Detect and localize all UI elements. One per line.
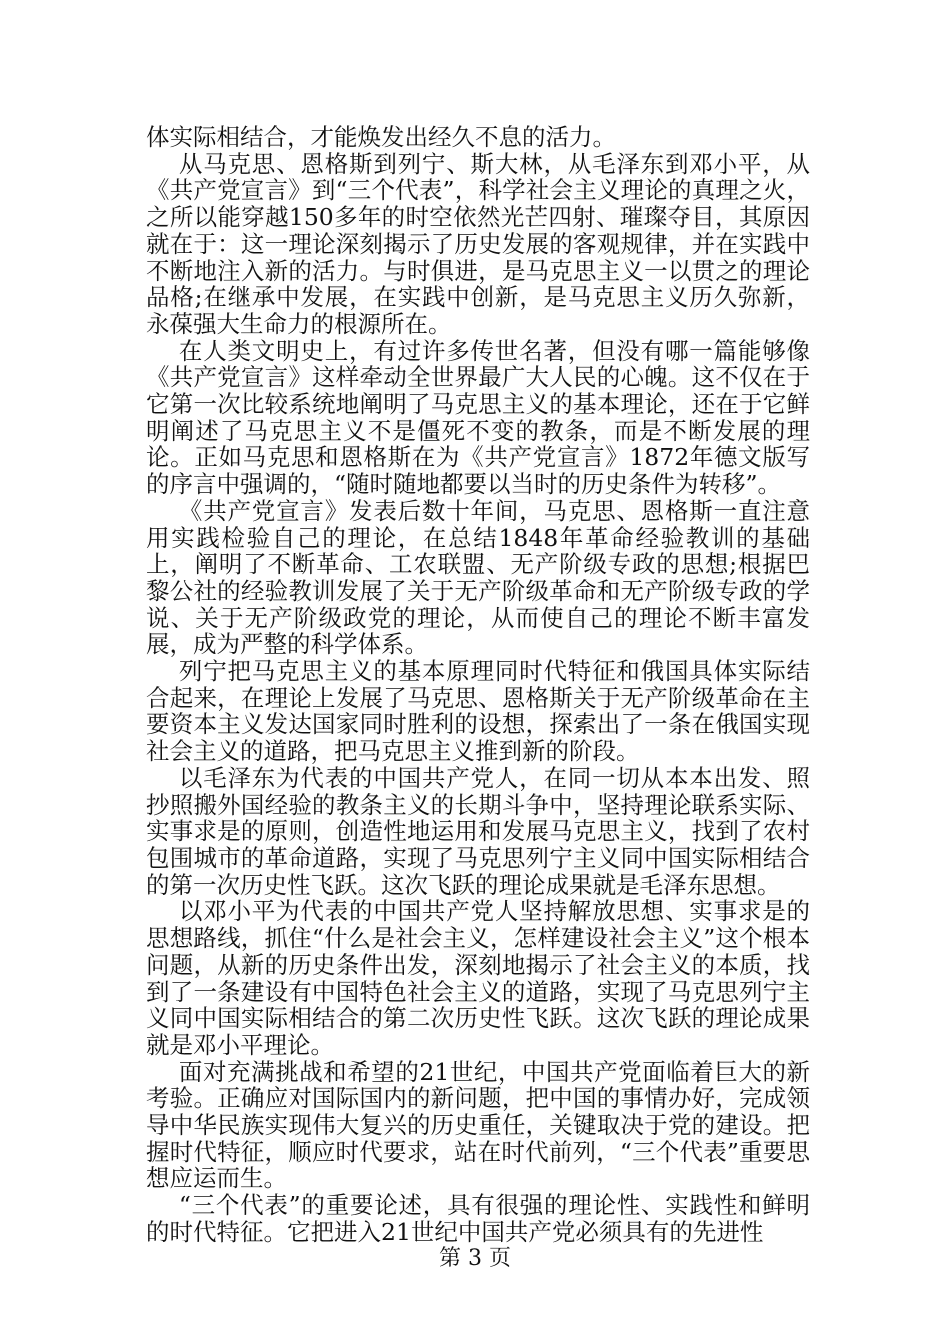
paragraph-continuation: 体实际相结合，才能焕发出经久不息的活力。 <box>146 123 616 151</box>
page-number: 第 3 页 <box>439 1246 511 1271</box>
paragraph-three-represents: “三个代表”的重要论述，具有很强的理论性、实践性和鲜明的时代特征。它把进入21世纪中国共产党必须具有的先进性 <box>146 1191 810 1246</box>
paragraph-deng-xiaoping: 以邓小平为代表的中国共产党人坚持解放思想、实事求是的思想路线，抓住“什么是社会主义，怎样建设社会主义”这个根本问题，从新的历史条件出发，深刻地揭示了社会主义的本质，找到了一条建设有中国特色社会主义的道路，实现了马克思列宁主义同中国实际相结合的第二次历史性飞跃。这次飞跃的理论成果就是邓小平理论。 <box>146 897 810 1059</box>
paragraph-marxism-lineage: 从马克思、恩格斯到列宁、斯大林，从毛泽东到邓小平，从《共产党宣言》到“三个代表”，科学社会主义理论的真理之火，之所以能穿越150多年的时空依然光芒四射、璀璨夺目，其原因就在于：这一理论深刻揭示了历史发展的客观规律，并在实践中不断地注入新的活力。与时俱进，是马克思主义一以贯之的理论品格;在继承中发展，在实践中创新，是马克思主义历久弥新，永葆强大生命力的根源所在。 <box>146 149 810 338</box>
paragraph-lenin: 列宁把马克思主义的基本原理同时代特征和俄国具体实际结合起来，在理论上发展了马克思、恩格斯关于无产阶级革命在主要资本主义发达国家同时胜利的设想，探索出了一条在俄国实现社会主义的道路，把马克思主义推到新的阶段。 <box>146 657 810 766</box>
paragraph-manifesto-significance: 在人类文明史上，有过许多传世名著，但没有哪一篇能够像《共产党宣言》这样牵动全世界最广大人民的心魄。这不仅在于它第一次比较系统地阐明了马克思主义的基本理论，还在于它鲜明阐述了马克思主义不是僵死不变的教条，而是不断发展的理论。正如马克思和恩格斯在为《共产党宣言》1872年德文版写的序言中强调的，“随时随地都要以当时的历史条件为转移”。 <box>146 336 810 499</box>
document-body <box>146 124 810 1246</box>
paragraph-marx-engels-practice: 《共产党宣言》发表后数十年间，马克思、恩格斯一直注意用实践检验自己的理论，在总结1848年革命经验教训的基础上，阐明了不断革命、工农联盟、无产阶级专政的思想;根据巴黎公社的经验教训发展了关于无产阶级革命和无产阶级专政的学说、关于无产阶级政党的理论，从而使自己的理论不断丰富发展，成为严整的科学体系。 <box>146 496 810 659</box>
paragraph-mao-zedong: 以毛泽东为代表的中国共产党人，在同一切从本本出发、照抄照搬外国经验的教条主义的长期斗争中，坚持理论联系实际、实事求是的原则，创造性地运用和发展马克思主义，找到了农村包围城市的革命道路，实现了马克思列宁主义同中国实际相结合的第一次历史性飞跃。这次飞跃的理论成果就是毛泽东思想。 <box>146 763 810 899</box>
paragraph-21st-century: 面对充满挑战和希望的21世纪，中国共产党面临着巨大的新考验。正确应对国际国内的新问题，把中国的事情办好，完成领导中华民族实现伟大复兴的历史重任，关键取决于党的建设。把握时代特征，顺应时代要求，站在时代前列，“三个代表”重要思想应运而生。 <box>146 1057 810 1193</box>
